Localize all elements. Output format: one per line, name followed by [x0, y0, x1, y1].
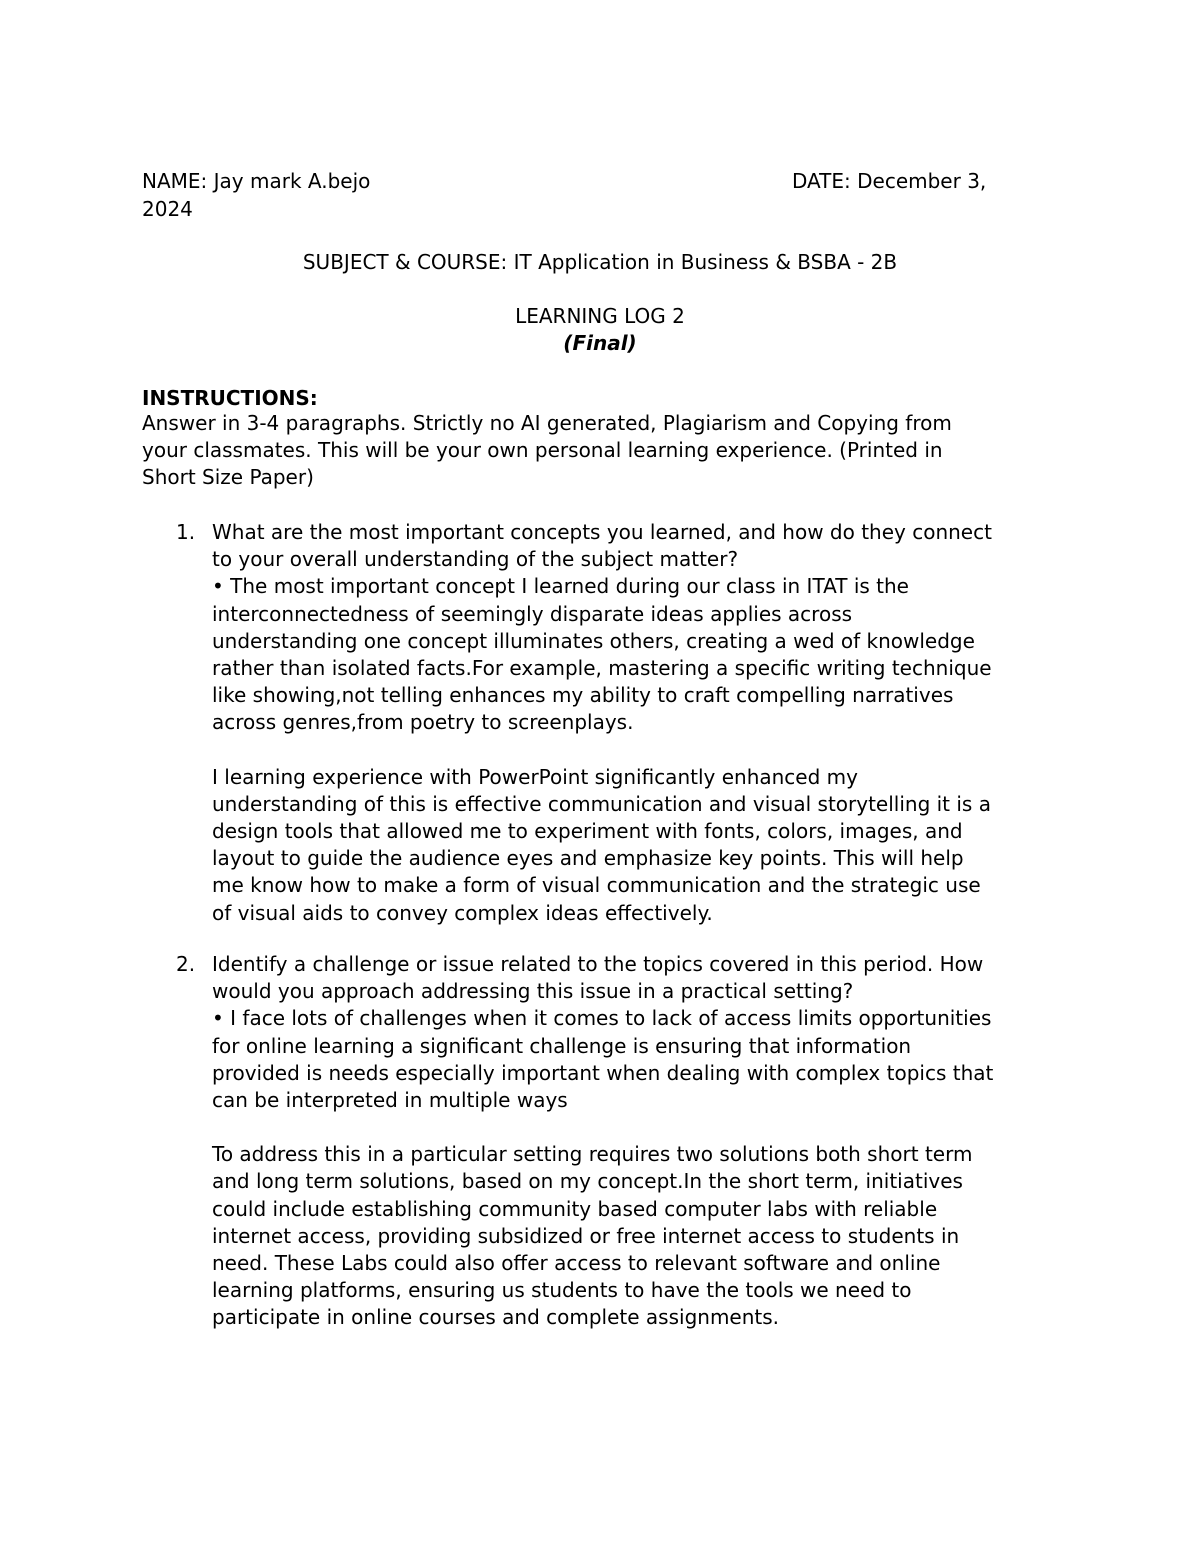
answer-line: for online learning a significant challenge is ensuring that information [212, 1033, 912, 1058]
answer-line: me know how to make a form of visual communication and the strategic use [212, 873, 981, 898]
answer-line: could include establishing community based computer labs with reliable [212, 1196, 938, 1221]
answer-line: To address this in a particular setting requires two solutions both short term [212, 1142, 973, 1167]
header-block [142, 167, 1022, 221]
subject-course: SUBJECT & COURSE: IT Application in Business & BSBA - 2B [302, 250, 898, 274]
student-name: NAME: Jay mark A.bejo [142, 169, 371, 193]
answer-line: rather than isolated facts.For example, mastering a specific writing technique [212, 656, 992, 681]
date-year: 2024 [142, 197, 193, 221]
answer-line: design tools that allowed me to experiment with fonts, colors, images, and [212, 819, 963, 844]
answer-line: need. These Labs could also offer access to relevant software and online [212, 1251, 941, 1276]
paragraph-gap [212, 1114, 1072, 1141]
answer-line: of visual aids to convey complex ideas effectively. [212, 900, 713, 925]
question-line: What are the most important concepts you learned, and how do they connect [212, 520, 992, 544]
question-line: to your overall understanding of the subject matter? [212, 547, 739, 572]
paragraph-gap [212, 737, 1072, 764]
date-label: DATE: December 3, [792, 169, 987, 193]
instructions-line: your classmates. This will be your own personal learning experience. (Printed in [142, 438, 943, 462]
answer-line: • I face lots of challenges when it comes to lack of access limits opportunities [212, 1006, 992, 1031]
answer-line: participate in online courses and complete assignments. [212, 1305, 780, 1330]
question-number: 2. [176, 952, 196, 976]
instructions-heading: INSTRUCTIONS: [142, 386, 318, 410]
answer-line: interconnectedness of seemingly disparate ideas applies across [212, 601, 853, 626]
question-line: would you approach addressing this issue in a practical setting? [212, 979, 854, 1004]
answer-line: and long term solutions, based on my concept.In the short term, initiatives [212, 1169, 963, 1194]
answer-line: learning platforms, ensuring us students to have the tools we need to [212, 1278, 912, 1303]
answer-line: layout to guide the audience eyes and emphasize key points. This will help [212, 846, 964, 871]
answer-line: like showing,not telling enhances my ability to craft compelling narratives [212, 683, 954, 708]
instructions-text [142, 410, 1042, 491]
answer-line: understanding of this is effective communication and visual storytelling it is a [212, 791, 991, 816]
answer-line: can be interpreted in multiple ways [212, 1088, 568, 1113]
page-title: LEARNING LOG 2 [515, 304, 685, 328]
question-line: Identify a challenge or issue related to the topics covered in this period. How [212, 952, 984, 976]
answer-line: internet access, providing subsidized or free internet access to students in [212, 1223, 960, 1248]
answer-line: I learning experience with PowerPoint significantly enhanced my [212, 764, 858, 789]
answer-line: • The most important concept I learned during our class in ITAT is the [212, 574, 909, 599]
question-number: 1. [176, 520, 196, 544]
answer-line: provided is needs especially important when dealing with complex topics that [212, 1060, 994, 1085]
answer-line: understanding one concept illuminates others, creating a wed of knowledge [212, 628, 975, 653]
question-body [212, 951, 1072, 1332]
instructions-line: Short Size Paper) [142, 465, 314, 489]
instructions-line: Answer in 3-4 paragraphs. Strictly no AI generated, Plagiarism and Copying from [142, 411, 952, 435]
answer-line: across genres,from poetry to screenplays. [212, 710, 634, 735]
question-body [212, 519, 1072, 927]
page-subtitle: (Final) [563, 331, 637, 355]
